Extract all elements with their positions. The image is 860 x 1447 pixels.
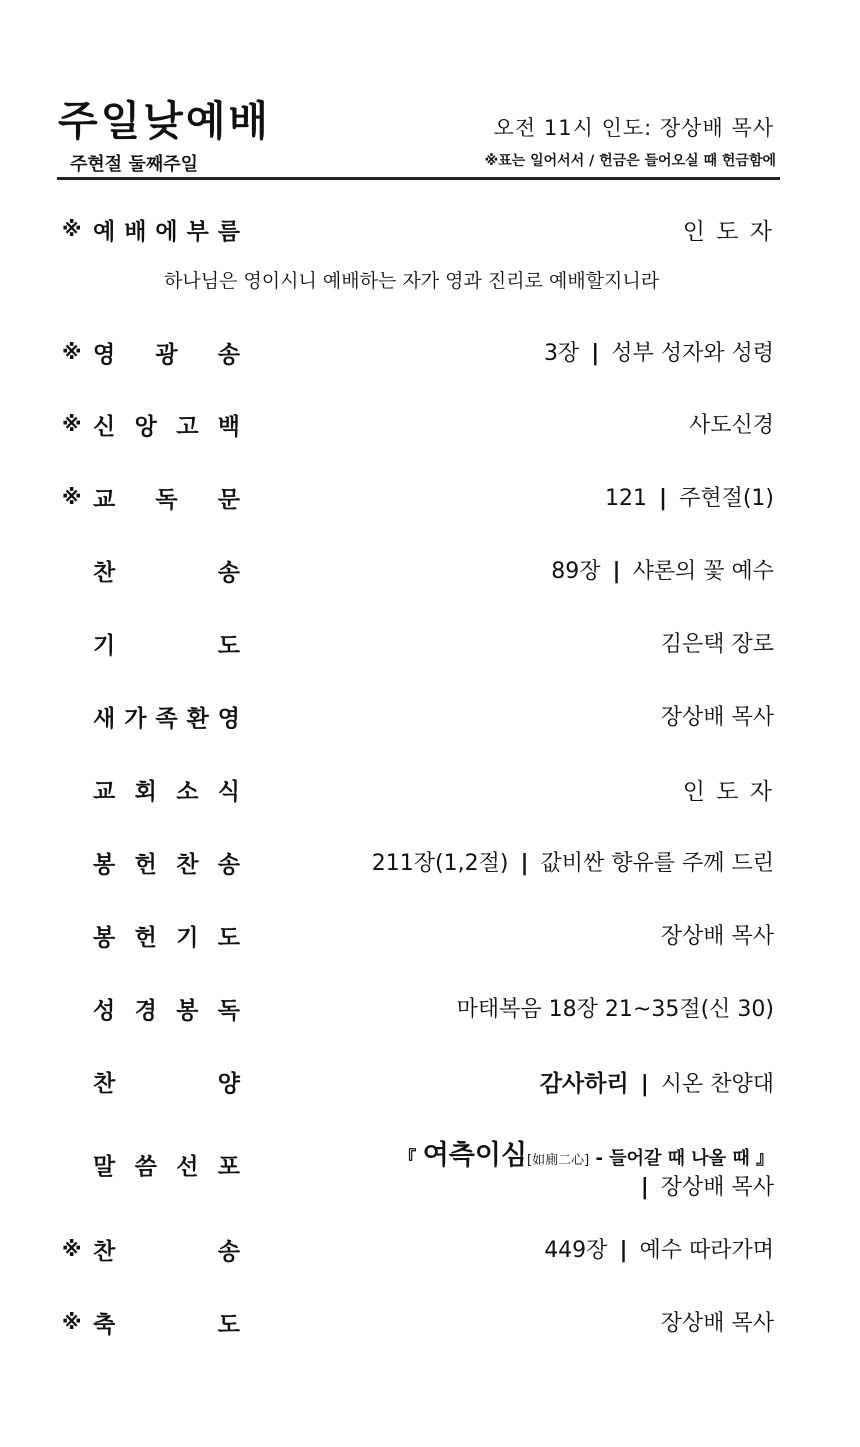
- sermon-main-title: 여측이심: [422, 1140, 528, 1171]
- sermon-subtitle: - 들어갈 때 나올 때 』: [595, 1148, 774, 1169]
- order-item-hymn: [0, 551, 860, 591]
- order-item-offering-hymn: [0, 843, 860, 883]
- page-subtitle: 주현절 둘째주일: [70, 154, 198, 175]
- item-value: 211장(1,2절) | 값비싼 향유를 주께 드린: [371, 851, 774, 876]
- order-item-prayer: [0, 624, 860, 664]
- standing-mark: ※: [62, 1237, 82, 1261]
- item-value: 3장 | 성부 성자와 성령: [543, 341, 774, 366]
- item-label: 교 독 문: [93, 487, 240, 513]
- order-item-call-to-worship: [0, 210, 860, 250]
- item-label: 봉 헌 찬 송: [93, 852, 240, 878]
- order-item-closing-hymn: [0, 1230, 860, 1270]
- item-value: 김은택 장로: [660, 632, 774, 657]
- standing-mark: ※: [62, 1310, 82, 1334]
- order-item-newcomer-welcome: [0, 697, 860, 737]
- header-divider: [57, 177, 780, 180]
- order-item-benediction: [0, 1303, 860, 1343]
- item-label: 봉 헌 기 도: [93, 925, 240, 951]
- item-value: 마태복음 18장 21~35절(신 30): [456, 997, 774, 1022]
- standing-mark: ※: [62, 217, 82, 241]
- item-value: 장상배 목사: [660, 924, 774, 949]
- item-label: 말 씀 선 포: [93, 1154, 240, 1180]
- order-item-choir-anthem: [0, 1062, 860, 1102]
- item-label: 새 가 족 환 영: [93, 706, 240, 732]
- anthem-title: 감사하리: [539, 1071, 629, 1097]
- order-item-creed: [0, 405, 860, 445]
- item-label: 예 배 에 부 름: [93, 219, 240, 245]
- item-value: 사도신경: [688, 413, 774, 438]
- sermon-title: 『 여측이심[如廁二心] - 들어갈 때 나올 때 』: [398, 1140, 774, 1171]
- order-item-offering-prayer: [0, 916, 860, 956]
- item-label: 찬 양: [93, 1071, 240, 1097]
- service-leader: 오전 11시 인도: 장상배 목사: [493, 116, 774, 140]
- item-value: 인 도 자: [682, 779, 774, 805]
- item-label: 영 광 송: [93, 342, 240, 368]
- sermon-hanja: [如廁二心]: [527, 1153, 590, 1168]
- item-value: 장상배 목사: [660, 1311, 774, 1336]
- item-value: 449장 | 예수 따라가며: [544, 1238, 774, 1263]
- sermon-preacher: | 장상배 목사: [640, 1175, 774, 1200]
- standing-mark: ※: [62, 412, 82, 436]
- item-label: 찬 송: [93, 560, 240, 586]
- order-item-gloria: [0, 333, 860, 373]
- item-label: 신 앙 고 백: [93, 414, 240, 440]
- order-item-responsive-reading: [0, 478, 860, 518]
- item-label: 축 도: [93, 1312, 240, 1338]
- item-value: 121 | 주현절(1): [605, 486, 774, 511]
- standing-mark: ※: [62, 340, 82, 364]
- scripture-verse: 하나님은 영이시니 예배하는 자가 영과 진리로 예배할지니라: [164, 270, 660, 292]
- item-value: 인 도 자: [682, 219, 774, 245]
- page-title: 주일낮예배: [58, 97, 272, 145]
- order-item-church-news: [0, 770, 860, 810]
- standing-mark: ※: [62, 485, 82, 509]
- order-item-scripture-reading: [0, 989, 860, 1029]
- item-label: 성 경 봉 독: [93, 998, 240, 1024]
- item-label: 찬 송: [93, 1239, 240, 1265]
- standing-note: ※표는 일어서서 / 헌금은 들어오실 때 헌금함에: [484, 153, 776, 169]
- item-value: 감사하리 | 시온 찬양대: [539, 1071, 774, 1097]
- item-label: 기 도: [93, 633, 240, 659]
- item-value: 89장 | 샤론의 꽃 예수: [551, 559, 774, 584]
- item-value: 장상배 목사: [660, 705, 774, 730]
- item-label: 교 회 소 식: [93, 779, 240, 805]
